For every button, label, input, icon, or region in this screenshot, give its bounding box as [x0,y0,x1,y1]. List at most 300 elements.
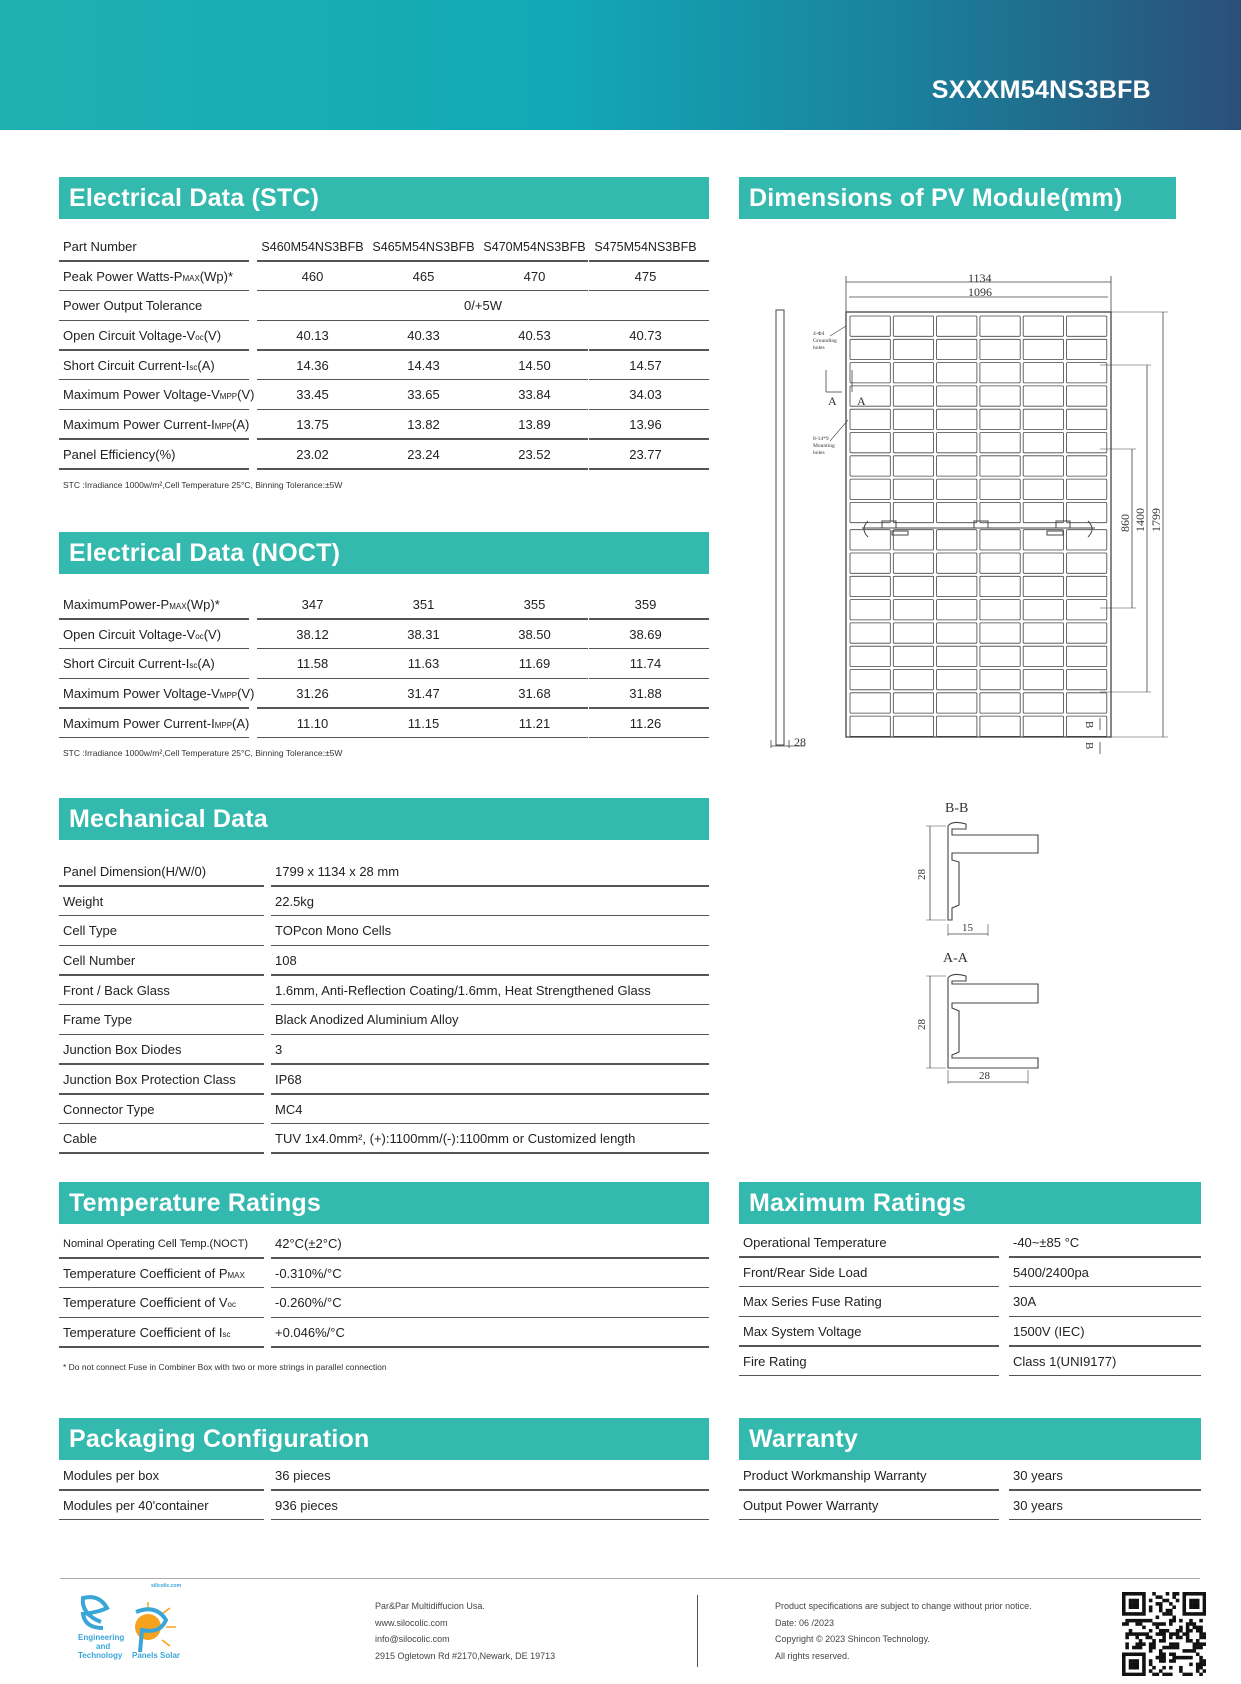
row-label: Temperature Coefficient of Voc [63,1295,236,1311]
row-value: 42°C(±2°C) [275,1236,342,1251]
row-value: Class 1(UNI9177) [1013,1353,1117,1369]
row-label: Weight [63,893,104,909]
qr-module [1132,1666,1136,1670]
solar-cell [893,409,933,429]
solar-cell [980,456,1020,476]
qr-module [1203,1663,1206,1667]
qr-module [1189,1602,1193,1606]
value-cell: 34.03 [629,387,662,403]
qr-module [1166,1612,1170,1616]
solar-cell [1023,339,1063,359]
qr-module [1139,1632,1143,1636]
solar-cell [893,553,933,573]
row-label: Operational Temperature [743,1235,887,1250]
qr-module [1203,1632,1206,1636]
temperature-note: * Do not connect Fuse in Combiner Box with two or more strings in parallel connection [63,1362,387,1372]
table-row [59,887,709,917]
qr-module [1159,1622,1163,1626]
qr-module [1142,1673,1146,1676]
qr-module [1122,1669,1126,1673]
frame-cross-sections [900,790,1050,1090]
qr-module [1203,1612,1206,1616]
qr-module [1186,1649,1190,1653]
qr-module [1159,1595,1163,1599]
qr-module [1189,1649,1193,1653]
qr-module [1129,1612,1133,1616]
qr-module [1135,1673,1139,1676]
qr-module [1176,1642,1180,1646]
qr-module [1152,1673,1156,1676]
qr-module [1142,1602,1146,1606]
qr-module [1193,1622,1197,1626]
solar-cell [980,693,1020,713]
qr-module [1166,1592,1170,1596]
qr-module [1156,1602,1160,1606]
row-value: 1799 x 1134 x 28 mm [275,864,400,879]
qr-module [1129,1602,1133,1606]
row-label: Connector Type [63,1101,155,1117]
row-label: Frame Type [63,1012,133,1028]
qr-module [1149,1629,1153,1633]
qr-module [1162,1636,1166,1640]
qr-module [1172,1616,1176,1620]
qr-module [1162,1656,1166,1660]
section-b-top-label: B [1083,721,1095,729]
footer-company: Par&Par Multidiffucion Usa. [375,1601,485,1611]
qr-module [1176,1592,1180,1596]
value-cell: 470 [523,268,546,284]
solar-cell [937,502,977,522]
value-cell: 11.26 [629,715,662,731]
qr-module [1139,1612,1143,1616]
qr-module [1196,1599,1200,1603]
value-cell: 475 [634,268,657,284]
qr-module [1122,1663,1126,1667]
qr-module [1162,1646,1166,1650]
row-value: 3 [275,1042,283,1058]
qr-module [1162,1599,1166,1603]
qr-module [1193,1592,1197,1596]
qr-module [1186,1656,1190,1660]
qr-module [1203,1595,1206,1599]
mechanical-table [59,857,709,1154]
value-cell: 11.15 [407,715,440,731]
row-label: Maximum Power Current-IMPP(A) [63,417,250,433]
qr-module [1189,1622,1193,1626]
value-cell: 347 [301,597,324,612]
qr-module [1196,1666,1200,1670]
solar-cell [850,646,890,666]
value-cell: 14.57 [629,357,662,373]
qr-module [1176,1599,1180,1603]
qr-module [1162,1639,1166,1643]
qr-module [1142,1666,1146,1670]
row-label: Maximum Power Voltage-VMPP(V) [63,686,255,702]
qr-module [1149,1663,1153,1667]
qr-module [1203,1599,1206,1603]
table-row [739,1491,1201,1521]
aa-height-label: 28 [916,1019,928,1030]
qr-module [1189,1656,1193,1660]
row-label: Front/Rear Side Load [743,1264,868,1280]
qr-module [1129,1619,1133,1623]
qr-module [1203,1605,1206,1609]
qr-module [1169,1602,1173,1606]
solar-cell [1067,409,1107,429]
qr-module [1159,1649,1163,1653]
qr-module [1142,1669,1146,1673]
solar-cell [1023,530,1063,550]
solar-cell [980,316,1020,336]
temperature-section-title: Temperature Ratings [59,1182,709,1224]
solar-cell [1023,456,1063,476]
qr-module [1129,1632,1133,1636]
mounting-holes-label: 8-14*9 Mounting holes [813,436,835,456]
qr-module [1186,1673,1190,1676]
value-cell: 11.10 [296,715,329,731]
table-row [59,291,709,321]
qr-module [1129,1592,1133,1596]
qr-module [1142,1652,1146,1656]
section-a-left-label: A [828,394,837,408]
qr-module [1129,1673,1133,1676]
table-row [59,1259,709,1289]
value-cell: 13.75 [296,417,329,433]
table-row [739,1347,1201,1377]
solar-cell [1067,623,1107,643]
value-cell: 13.82 [407,417,440,433]
qr-module [1189,1612,1193,1616]
qr-module [1196,1646,1200,1650]
qr-module [1149,1642,1153,1646]
solar-cell [937,576,977,596]
qr-module [1199,1642,1203,1646]
qr-module [1146,1632,1150,1636]
value-cell: 351 [412,597,435,612]
stc-table [59,232,709,470]
qr-module [1172,1659,1176,1663]
qr-module [1196,1639,1200,1643]
qr-module [1179,1669,1183,1673]
qr-module [1199,1629,1203,1633]
value-cell: 40.53 [518,328,551,344]
qr-module [1132,1619,1136,1623]
row-value: 108 [275,953,297,969]
qr-module [1176,1632,1180,1636]
height-1799-label: 1799 [1149,508,1163,532]
warranty-section-title: Warranty [739,1418,1201,1460]
solar-cell [937,479,977,499]
solar-cell [893,386,933,406]
qr-module [1122,1592,1126,1596]
solar-cell [1023,386,1063,406]
value-cell: 33.84 [518,387,551,403]
qr-module [1193,1605,1197,1609]
value-cell: 460 [301,268,324,284]
solar-cell [850,600,890,620]
qr-module [1199,1592,1203,1596]
value-cell: 11.74 [629,656,662,672]
solar-cell [980,479,1020,499]
table-row [739,1228,1201,1258]
qr-module [1186,1632,1190,1636]
qr-module [1186,1639,1190,1643]
qr-module [1199,1673,1203,1676]
qr-module [1189,1592,1193,1596]
qr-module [1122,1622,1126,1626]
row-label: Open Circuit Voltage-Voc(V) [63,328,222,344]
grounding-holes-label: 4-Φ4 Grounding holes [813,331,837,351]
value-cell: 13.89 [518,417,551,433]
table-row [59,649,709,679]
row-value: 1.6mm, Anti-Reflection Coating/1.6mm, Heat Strengthened Glass [275,982,651,998]
qr-module [1189,1663,1193,1667]
qr-module [1199,1619,1203,1623]
qr-module [1122,1652,1126,1656]
stc-section-title: Electrical Data (STC) [59,177,709,219]
qr-module [1142,1605,1146,1609]
qr-module [1132,1605,1136,1609]
noct-table [59,590,709,738]
row-label: Junction Box Protection Class [63,1071,236,1087]
width-inner-label: 1096 [968,285,992,299]
solar-cell [980,409,1020,429]
qr-module [1122,1599,1126,1603]
qr-module [1203,1602,1206,1606]
value-cell: 13.96 [629,417,662,433]
solar-cell [937,433,977,453]
solar-cell [937,363,977,383]
solar-cell [850,670,890,690]
bb-width-label: 15 [962,922,973,934]
solar-cell [937,600,977,620]
qr-module [1159,1659,1163,1663]
solar-cell [1067,576,1107,596]
solar-cell [1023,433,1063,453]
value-cell: 23.52 [518,446,551,462]
qr-module [1132,1663,1136,1667]
qr-module [1199,1646,1203,1650]
section-bb-label: B-B [945,801,969,816]
qr-module [1169,1646,1173,1650]
solar-cell [1067,456,1107,476]
qr-module [1149,1609,1153,1613]
dimensions-section-title: Dimensions of PV Module(mm) [739,177,1176,219]
part-number-header: S465M54NS3BFB [372,240,475,254]
footer-divider [60,1578,1200,1579]
value-cell: 31.68 [518,686,551,702]
qr-module [1135,1592,1139,1596]
row-label: Front / Back Glass [63,982,170,998]
row-label: Short Circuit Current-Isc(A) [63,357,215,373]
module-dimension-drawing [760,262,1180,762]
qr-module [1132,1612,1136,1616]
qr-module [1169,1622,1173,1626]
qr-module [1179,1636,1183,1640]
row-value: 936 pieces [275,1497,338,1513]
qr-module [1199,1666,1203,1670]
value-cell: 40.13 [296,328,329,344]
solar-cell [850,456,890,476]
max-ratings-table [739,1228,1201,1376]
solar-cell [893,479,933,499]
qr-module [1172,1632,1176,1636]
solar-cell [850,409,890,429]
qr-module [1135,1663,1139,1667]
qr-module [1182,1609,1186,1613]
qr-module [1186,1636,1190,1640]
table-row [59,916,709,946]
table-row [59,857,709,887]
footer-notice: Product specifications are subject to change without prior notice. [775,1601,1032,1611]
qr-module [1149,1605,1153,1609]
table-row [59,976,709,1006]
row-value: -40~±85 °C [1013,1235,1080,1250]
value-cell: 14.36 [296,357,329,373]
qr-module [1149,1619,1153,1623]
height-1400-label: 1400 [1133,508,1147,532]
solar-cell [893,623,933,643]
qr-module [1122,1595,1126,1599]
solar-cell [893,646,933,666]
footer-website[interactable]: www.silocolic.com [375,1617,448,1628]
row-label: Maximum Power Current-IMPP(A) [63,715,250,731]
row-label: Output Power Warranty [743,1497,879,1513]
qr-module [1189,1619,1193,1623]
row-label: Junction Box Diodes [63,1042,182,1058]
qr-module [1135,1619,1139,1623]
qr-module [1169,1673,1173,1676]
qr-module [1135,1652,1139,1656]
qr-module [1142,1642,1146,1646]
qr-module [1125,1632,1129,1636]
section-a-right-label: A [857,394,866,408]
value-cell: 38.69 [629,626,662,642]
qr-module [1179,1626,1183,1630]
value-cell: 14.43 [407,357,440,373]
svg-text:Engineering and Techno: Engineering and Technology Panels Solar [78,1633,181,1660]
qr-module [1142,1592,1146,1596]
value-cell: 11.69 [518,656,551,672]
qr-module [1135,1622,1139,1626]
solar-cell [1067,363,1107,383]
qr-module [1125,1673,1129,1676]
row-label: Max System Voltage [743,1324,862,1340]
qr-module [1125,1592,1129,1596]
solar-cell [980,386,1020,406]
row-value: +0.046%/°C [275,1325,345,1341]
table-row [59,262,709,292]
solar-cell [893,716,933,736]
qr-module [1159,1652,1163,1656]
qr-module [1142,1656,1146,1660]
qr-module [1193,1642,1197,1646]
table-row [59,1288,709,1318]
row-value: 36 pieces [275,1468,331,1483]
row-label: Nominal Operating Cell Temp.(NOCT) [63,1238,249,1250]
qr-module [1146,1636,1150,1640]
qr-module [1152,1642,1156,1646]
solar-cell [1067,670,1107,690]
qr-module [1159,1602,1163,1606]
packaging-section-title: Packaging Configuration [59,1418,709,1460]
qr-module [1152,1622,1156,1626]
qr-module [1182,1599,1186,1603]
footer-separator [697,1595,698,1667]
qr-module [1186,1592,1190,1596]
qr-module [1159,1609,1163,1613]
qr-module [1169,1632,1173,1636]
qr-module [1182,1602,1186,1606]
solar-cell [980,363,1020,383]
qr-code[interactable] [1122,1592,1206,1676]
qr-module [1156,1622,1160,1626]
solar-cell [937,646,977,666]
qr-module [1196,1652,1200,1656]
cell-grid [850,316,1107,736]
qr-module [1186,1622,1190,1626]
qr-module [1139,1619,1143,1623]
table-row [59,1229,709,1259]
qr-module [1149,1646,1153,1650]
qr-module [1179,1619,1183,1623]
table-row [59,679,709,709]
qr-module [1199,1636,1203,1640]
qr-module [1125,1619,1129,1623]
qr-module [1166,1609,1170,1613]
value-cell: 40.73 [629,328,662,344]
solar-cell [980,623,1020,643]
solar-cell [893,502,933,522]
header-banner [0,0,1241,130]
qr-module [1159,1605,1163,1609]
qr-module [1199,1612,1203,1616]
qr-module [1166,1646,1170,1650]
qr-module [1199,1659,1203,1663]
row-value: 22.5kg [275,893,315,909]
value-cell: 31.47 [407,686,440,702]
qr-module [1122,1673,1126,1676]
footer-email[interactable]: info@silocolic.com [375,1634,450,1644]
table-row [59,709,709,739]
row-label: Panel Dimension(H/W/0) [63,864,207,879]
solar-cell [850,502,890,522]
solar-cell [1023,316,1063,336]
table-row [59,410,709,440]
solar-cell [1023,670,1063,690]
qr-module [1203,1636,1206,1640]
solar-cell [937,456,977,476]
qr-module [1162,1629,1166,1633]
qr-module [1199,1626,1203,1630]
solar-cell [1067,693,1107,713]
solar-cell [893,316,933,336]
solar-cell [893,363,933,383]
solar-cell [1023,576,1063,596]
solar-cell [893,530,933,550]
row-value: 1500V (IEC) [1013,1324,1085,1340]
table-row [59,590,709,620]
table-row [739,1258,1201,1288]
value-cell: 33.65 [407,387,440,403]
solar-cell [980,433,1020,453]
row-value: TUV 1x4.0mm², (+):1100mm/(-):1100mm or Customized length [275,1131,636,1147]
row-value: Black Anodized Aluminium Alloy [275,1012,459,1028]
solar-cell [893,670,933,690]
value-cell: 40.33 [407,328,440,344]
qr-module [1132,1673,1136,1676]
qr-module [1162,1673,1166,1676]
